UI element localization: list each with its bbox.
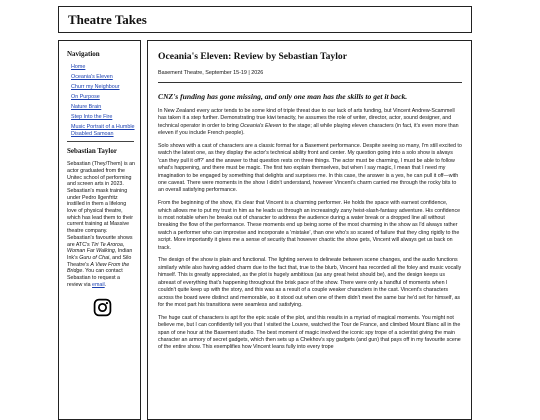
nav-item-music-portrait bbox=[71, 124, 140, 137]
author-bio bbox=[67, 161, 140, 288]
nav-link-nature-brain[interactable]: Nature Brain bbox=[71, 103, 102, 110]
bio-text-1: Sebastian (They/Them) is an actor graduated from the Unitec school of performing and screen arts in 2023. Sebastian's mask training under Pedro Ilgenfritz instilled in them a lifelong love of physical theatre, which has lead them to their current training at Massive theatre company. Sebastian's favourite shows are ATC's bbox=[67, 161, 136, 248]
bio-show-title-3: Guru of Chai bbox=[79, 254, 110, 261]
sidebar bbox=[58, 40, 141, 420]
nav-item-home bbox=[71, 64, 140, 71]
nav-item-step-into-the-fire bbox=[71, 114, 140, 121]
email-link[interactable]: email bbox=[92, 281, 105, 288]
nav-link-oceanias-eleven[interactable]: Oceania's Eleven bbox=[71, 73, 113, 80]
site-header bbox=[58, 6, 472, 33]
nav-link-home[interactable]: Home bbox=[71, 64, 86, 70]
nav-item-on-purpose bbox=[71, 94, 140, 101]
nav-item-nature-brain bbox=[71, 104, 140, 111]
article-divider bbox=[158, 82, 462, 83]
bio-show-title-2: Woman Far Walking bbox=[67, 248, 115, 255]
article-lede: CNZ's funding has gone missing, and only one man has the skills to get it back. bbox=[158, 92, 408, 101]
sidebar-heading: Navigation bbox=[67, 50, 100, 58]
bio-separator: , bbox=[122, 241, 125, 248]
bio-show-title-1: Tiri Te Aroroa bbox=[91, 241, 123, 248]
instagram-icon[interactable] bbox=[93, 298, 112, 317]
article-paragraph-2: Solo shows with a cast of characters are a classic format for a Basement performance. Despite seeing so many, I'm still excited to watch the latest one, as they display the actor's technical ability front and center. My question going into a solo show is always 'can they pull it off?' and the answer to that question rests on three things. The actor must be charming, I must be able to follow what's happening, and there must be magic. The first two explain themselves, but when I say magic, I mean that I need my imagination to be engaged by something that delights and surprises me. In this case, the answer is a yes, he can pull it off—with one caveat. There were moments in the show I didn't understand, however Vincent's charm carried me through the rocky bits to an overall satisfying performance. bbox=[158, 143, 462, 194]
bio-text-5: . bbox=[104, 281, 107, 288]
paragraph-1-text-b: to the stage; all while playing eleven characters (in fact, it's even more than eleven if you include French people). bbox=[158, 122, 459, 137]
nav-link-on-purpose[interactable]: On Purpose bbox=[71, 93, 100, 100]
bio-show-title-4: A View From the Bridge bbox=[67, 261, 130, 275]
bio-text-2: , Indian Ink's bbox=[67, 248, 133, 261]
bio-text-4: . You can contact Sebastian to request a review via bbox=[67, 268, 123, 288]
bio-text-3: , and Silo Theatre's bbox=[67, 254, 132, 268]
author-heading: Sebastian Taylor bbox=[67, 147, 117, 156]
site-title[interactable]: Theatre Takes bbox=[68, 12, 147, 27]
article-panel bbox=[147, 40, 472, 420]
article-paragraph-5: The huge cast of characters is apt for the epic scale of the plot, and this results in a myriad of magical moments. You might not believe me, but I can confidently tell you that I visited the Louvre, watched the Tour de France, and climbed Mount Blanc all in the span of one hour at the Basement studio. The best moment of magic involved the iconic spy trope of a scientist giving the main character an armory of secret gadgets, which then sets up a Chekhov's spy gadgets (and gun) that pays off in my favourite scene of the entire show. This exemplifies how Vincent leans fully into every trope bbox=[158, 314, 461, 351]
paragraph-1-text-a: In New Zealand every actor tends to be some kind of triple threat due to our lack of arts funding, but Vincent Andrew-Scammell has taken it a step further. Demonstrating true kiwi tenacity, he assumes the role of writer, director, actor, sound designer, and technical operator in order to bring bbox=[158, 108, 455, 129]
nav-list bbox=[67, 64, 140, 137]
nav-link-step-into-the-fire[interactable]: Step Into the Fire bbox=[71, 113, 113, 120]
sidebar-divider bbox=[67, 141, 134, 142]
article-paragraph-3: From the beginning of the show, it's clear that Vincent is a charming performer. He holds the space with earnest confidence, which allows me to put my trust in him as he leads us through an increasingly zany heist-slash-fantasy adventure. His confidence is most notable when he breaks out of character to address the audience during a water break or a dropped line all without breaking the flow of the performance. These moments end up being some of the most charming in the show as I'd always rather watch a performer who can improvise and incorporate a 'mistake', than one who's so scared of failure that they cling rigidly to the script. More importantly it gives me a sense of security that however chaotic the show gets, Vincent will always get us back on track. bbox=[158, 200, 461, 251]
nav-item-oceanias-eleven bbox=[71, 74, 140, 81]
nav-item-churr-my-neighbour bbox=[71, 84, 140, 91]
paragraph-1-show-title: Oceania's Eleven bbox=[240, 122, 282, 129]
nav-link-music-portrait[interactable]: Music Portrait of a Humble Disabled Samoan bbox=[71, 123, 135, 137]
article-byline: Basement Theatre, September 15-19 | 2026 bbox=[158, 70, 264, 76]
article-title: Oceania's Eleven: Review by Sebastian Taylor bbox=[158, 51, 347, 62]
article-paragraph-4: The design of the show is plain and functional. The lighting serves to delineate between scene changes, and the audio functions similarly while also having added charm due to the fact that, true to the blurb, Vincent has recorded all the foley and music vocally himself. This is greatly appreciated, as the plot is hugely ambitious (as any great heist should be), and the design keeps us abreast of everything that's happening throughout the brisk pace of the show. There were only a handful of moments when I couldn't quite keep up with the story, and this was as a result of a couple weaker characters in the cast. Vincent's characters across the board were distinct and memorable, so it stood out when one of them didn't meet the same bar he'd set for himself, as for the most part his transitions were seamless and satisfying. bbox=[158, 257, 462, 308]
article-paragraph-1 bbox=[158, 108, 462, 138]
nav-link-churr-my-neighbour[interactable]: Churr my Neighbour bbox=[71, 83, 120, 90]
